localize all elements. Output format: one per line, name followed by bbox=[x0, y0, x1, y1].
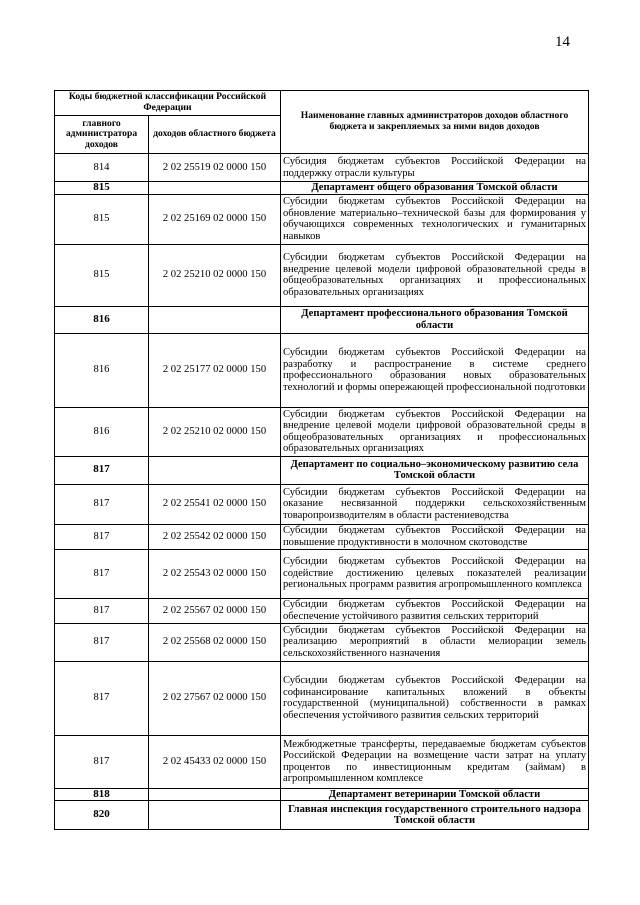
admin-code-cell: 817 bbox=[55, 549, 149, 598]
department-row bbox=[55, 788, 589, 801]
name-cell: Субсидии бюджетам субъектов Российской Федерации на разработку и распространение в системе среднего профессионального образования новых образовательных технологий и формы опережающей профессиональной подготовки bbox=[281, 333, 589, 407]
admin-code-cell: 820 bbox=[55, 801, 149, 830]
page-number: 14 bbox=[555, 34, 570, 50]
table-row bbox=[55, 154, 589, 182]
name-cell: Субсидии бюджетам субъектов Российской Федерации на обеспечение устойчивого развития сельских территорий bbox=[281, 598, 589, 623]
header-code-column: доходов областного бюджета bbox=[149, 116, 281, 154]
admin-code-cell: 817 bbox=[55, 623, 149, 661]
table-row bbox=[55, 549, 589, 598]
admin-code-cell: 817 bbox=[55, 456, 149, 484]
name-cell: Субсидии бюджетам субъектов Российской Федерации на содействие достижению целевых показателей реализации региональных программ развития агропромышленного комплекса bbox=[281, 549, 589, 598]
table-row bbox=[55, 524, 589, 549]
budget-classification-table bbox=[54, 90, 589, 830]
income-code-cell: 2 02 25568 02 0000 150 bbox=[149, 623, 281, 661]
income-code-cell: 2 02 25543 02 0000 150 bbox=[149, 549, 281, 598]
department-row bbox=[55, 306, 589, 333]
name-cell: Субсидии бюджетам субъектов Российской Федерации на внедрение целевой модели цифровой образовательной среды в общеобразовательных организациях и профессиональных образовательных организациях bbox=[281, 244, 589, 306]
income-code-cell bbox=[149, 456, 281, 484]
income-code-cell bbox=[149, 788, 281, 801]
table-row bbox=[55, 407, 589, 456]
name-cell: Субсидии бюджетам субъектов Российской Федерации на оказание несвязанной поддержки сельскохозяйственным товаропроизводителям в области растениеводства bbox=[281, 484, 589, 524]
admin-code-cell: 815 bbox=[55, 182, 149, 195]
admin-code-cell: 818 bbox=[55, 788, 149, 801]
income-code-cell: 2 02 25210 02 0000 150 bbox=[149, 244, 281, 306]
table-row bbox=[55, 194, 589, 244]
admin-code-cell: 817 bbox=[55, 598, 149, 623]
name-cell: Субсидии бюджетам субъектов Российской Федерации на повышение продуктивности в молочном скотоводстве bbox=[281, 524, 589, 549]
table-body bbox=[55, 154, 589, 830]
department-row bbox=[55, 182, 589, 195]
table-row bbox=[55, 598, 589, 623]
header-name-column: Наименование главных администраторов доходов областного бюджета и закрепляемых за ними видов доходов bbox=[281, 91, 589, 154]
income-code-cell: 2 02 25169 02 0000 150 bbox=[149, 194, 281, 244]
department-row bbox=[55, 801, 589, 830]
name-cell: Межбюджетные трансферты, передаваемые бюджетам субъектов Российской Федерации на возмещение части затрат на уплату процентов по инвестиционным кредитам (займам) в агропромышленном комплексе bbox=[281, 735, 589, 788]
admin-code-cell: 816 bbox=[55, 306, 149, 333]
admin-code-cell: 816 bbox=[55, 333, 149, 407]
header-admin-column: главного администратора доходов bbox=[55, 116, 149, 154]
admin-code-cell: 816 bbox=[55, 407, 149, 456]
name-cell: Департамент профессионального образования Томской области bbox=[281, 306, 589, 333]
income-code-cell bbox=[149, 306, 281, 333]
table-row bbox=[55, 484, 589, 524]
table-row bbox=[55, 661, 589, 735]
admin-code-cell: 817 bbox=[55, 484, 149, 524]
income-code-cell: 2 02 25177 02 0000 150 bbox=[149, 333, 281, 407]
income-code-cell: 2 02 25210 02 0000 150 bbox=[149, 407, 281, 456]
admin-code-cell: 814 bbox=[55, 154, 149, 182]
name-cell: Субсидии бюджетам субъектов Российской Федерации на внедрение целевой модели цифровой образовательной среды в общеобразовательных организациях и профессиональных образовательных организациях bbox=[281, 407, 589, 456]
admin-code-cell: 817 bbox=[55, 524, 149, 549]
admin-code-cell: 815 bbox=[55, 194, 149, 244]
table-row bbox=[55, 333, 589, 407]
income-code-cell: 2 02 25541 02 0000 150 bbox=[149, 484, 281, 524]
name-cell: Субсидии бюджетам субъектов Российской Федерации на реализацию мероприятий в области мелиорации земель сельскохозяйственного назначения bbox=[281, 623, 589, 661]
table-row bbox=[55, 735, 589, 788]
name-cell: Департамент общего образования Томской области bbox=[281, 182, 589, 195]
department-row bbox=[55, 456, 589, 484]
income-code-cell bbox=[149, 801, 281, 830]
income-code-cell: 2 02 45433 02 0000 150 bbox=[149, 735, 281, 788]
table-row bbox=[55, 244, 589, 306]
name-cell: Департамент ветеринарии Томской области bbox=[281, 788, 589, 801]
income-code-cell bbox=[149, 182, 281, 195]
name-cell: Субсидия бюджетам субъектов Российской Федерации на поддержку отрасли культуры bbox=[281, 154, 589, 182]
income-code-cell: 2 02 25542 02 0000 150 bbox=[149, 524, 281, 549]
header-group-title: Коды бюджетной классификации Российской Федерации bbox=[55, 91, 281, 116]
name-cell: Субсидии бюджетам субъектов Российской Федерации на софинансирование капитальных вложений в объекты государственной (муниципальной) собственности в рамках обеспечения устойчивого развития сельских территорий bbox=[281, 661, 589, 735]
table-row bbox=[55, 623, 589, 661]
name-cell: Департамент по социально–экономическому развитию села Томской области bbox=[281, 456, 589, 484]
income-code-cell: 2 02 25567 02 0000 150 bbox=[149, 598, 281, 623]
admin-code-cell: 817 bbox=[55, 661, 149, 735]
admin-code-cell: 815 bbox=[55, 244, 149, 306]
income-code-cell: 2 02 27567 02 0000 150 bbox=[149, 661, 281, 735]
name-cell: Субсидии бюджетам субъектов Российской Федерации на обновление материально–технической базы для формирования у обучающихся современных технологических и гуманитарных навыков bbox=[281, 194, 589, 244]
income-code-cell: 2 02 25519 02 0000 150 bbox=[149, 154, 281, 182]
name-cell: Главная инспекция государственного строительного надзора Томской области bbox=[281, 801, 589, 830]
admin-code-cell: 817 bbox=[55, 735, 149, 788]
